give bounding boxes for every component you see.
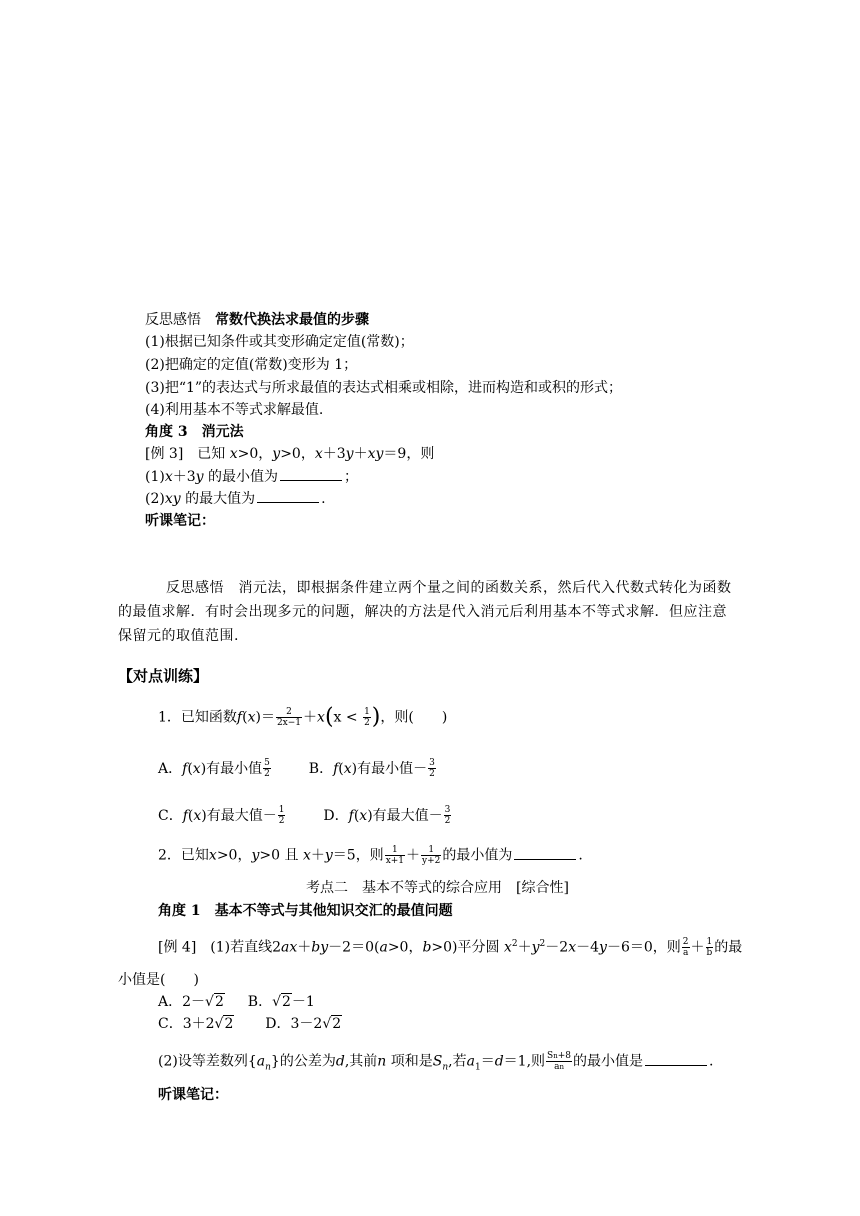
reflection-step-4: (4)利用基本不等式求解最值. (145, 402, 324, 418)
example-4-question-1: [例 4] (1)若直线2ax＋by－2＝0(a>0，b>0)平分圆 $x^2+y^2-2x-4y-6=0$，则 $\frac{2}{a}$ ＋ $\frac{1}{b}$ 的最 (158, 937, 743, 958)
answer-blank[interactable] (257, 489, 319, 503)
option-c[interactable]: C．3＋2√2 (158, 1016, 234, 1032)
reflection-step-2: (2)把确定的定值(常数)变形为 1； (145, 357, 358, 373)
example-4-question-2: (2)设等差数列$\{a_n\}$的公差为d,其前n 项和是$S_n$,若$a_1=d=1$,则 $\frac{Sn+8}{an}$ 的最小值是 . (158, 1051, 714, 1073)
problem-1-options-ab (158, 758, 437, 779)
example-4-question-1-cont: 小值是( ) (118, 972, 199, 988)
notes-label: 听课笔记： (145, 513, 215, 529)
option-a[interactable]: A．f(x)有最小值 $\frac{5}{2}$ (158, 758, 270, 779)
option-b[interactable]: B．f(x)有最小值－ $\frac{3}{2}$ (308, 758, 435, 779)
reflection-2-paragraph: 反思感悟 消元法，即根据条件建立两个量之间的函数关系，然后代入代数式转化为函数的最值求解．有时会出现多元的问题，解决的方法是代入消元后利用基本不等式求解．但应注意保留元的取值范围. (118, 580, 732, 644)
example-4-options-ab (158, 992, 315, 1012)
angle-1-title: 角度 1 基本不等式与其他知识交汇的最值问题 (158, 903, 453, 919)
option-a[interactable]: A．2－√2 (158, 994, 224, 1010)
answer-blank[interactable] (645, 1052, 707, 1066)
example-4-options-cd (158, 1014, 342, 1034)
reflection-step-3: (3)把“1”的表达式与所求最值的表达式相乘或相除，进而构造和或积的形式； (145, 380, 623, 396)
answer-blank[interactable] (514, 846, 576, 860)
example-4-tag: [例 4] (158, 939, 197, 956)
option-d[interactable]: D．f(x)有最大值－ $\frac{3}{2}$ (323, 805, 451, 826)
example-3-question-2: (2)xy 的最大值为 . (145, 491, 326, 507)
section-2-title: 考点二 基本不等式的综合应用 [综合性] (306, 880, 569, 896)
reflection-step-1: (1)根据已知条件或其变形确定定值(常数)； (145, 334, 414, 350)
example-3-question-1: (1)x＋3y 的最小值为 ； (145, 469, 359, 485)
reflection-label: 反思感悟 (145, 312, 201, 328)
answer-blank[interactable] (280, 467, 342, 481)
example-3-tag: [例 3] (145, 446, 184, 462)
reflection-heading (145, 310, 369, 330)
option-c[interactable]: C．f(x)有最大值－ $\frac{1}{2}$ (158, 805, 285, 826)
angle-3-title: 角度 3 消元法 (145, 424, 244, 440)
training-title: 【对点训练】 (118, 667, 209, 685)
problem-2-stem: 2．已知x>0，y>0 且 x＋y＝5，则 $\frac{1}{x+1}$ ＋ $\frac{1}{y+2}$ 的最小值为 . (158, 845, 583, 866)
notes-label-2: 听课笔记： (158, 1087, 228, 1103)
problem-1-stem: 1．已知函数f(x)＝ $\frac{2}{2x-1}$ ＋x(x < $\frac{1}{2}$ )，则( ) (158, 704, 448, 730)
option-d[interactable]: D．3－2√2 (265, 1016, 342, 1032)
reflection-title: 常数代换法求最值的步骤 (215, 312, 369, 328)
option-b[interactable]: B．√2－1 (247, 994, 315, 1010)
example-3-stem: [例 3] 已知 x>0，y>0，x＋3y＋xy＝9，则 (145, 446, 435, 462)
problem-1-options-cd (158, 805, 452, 826)
